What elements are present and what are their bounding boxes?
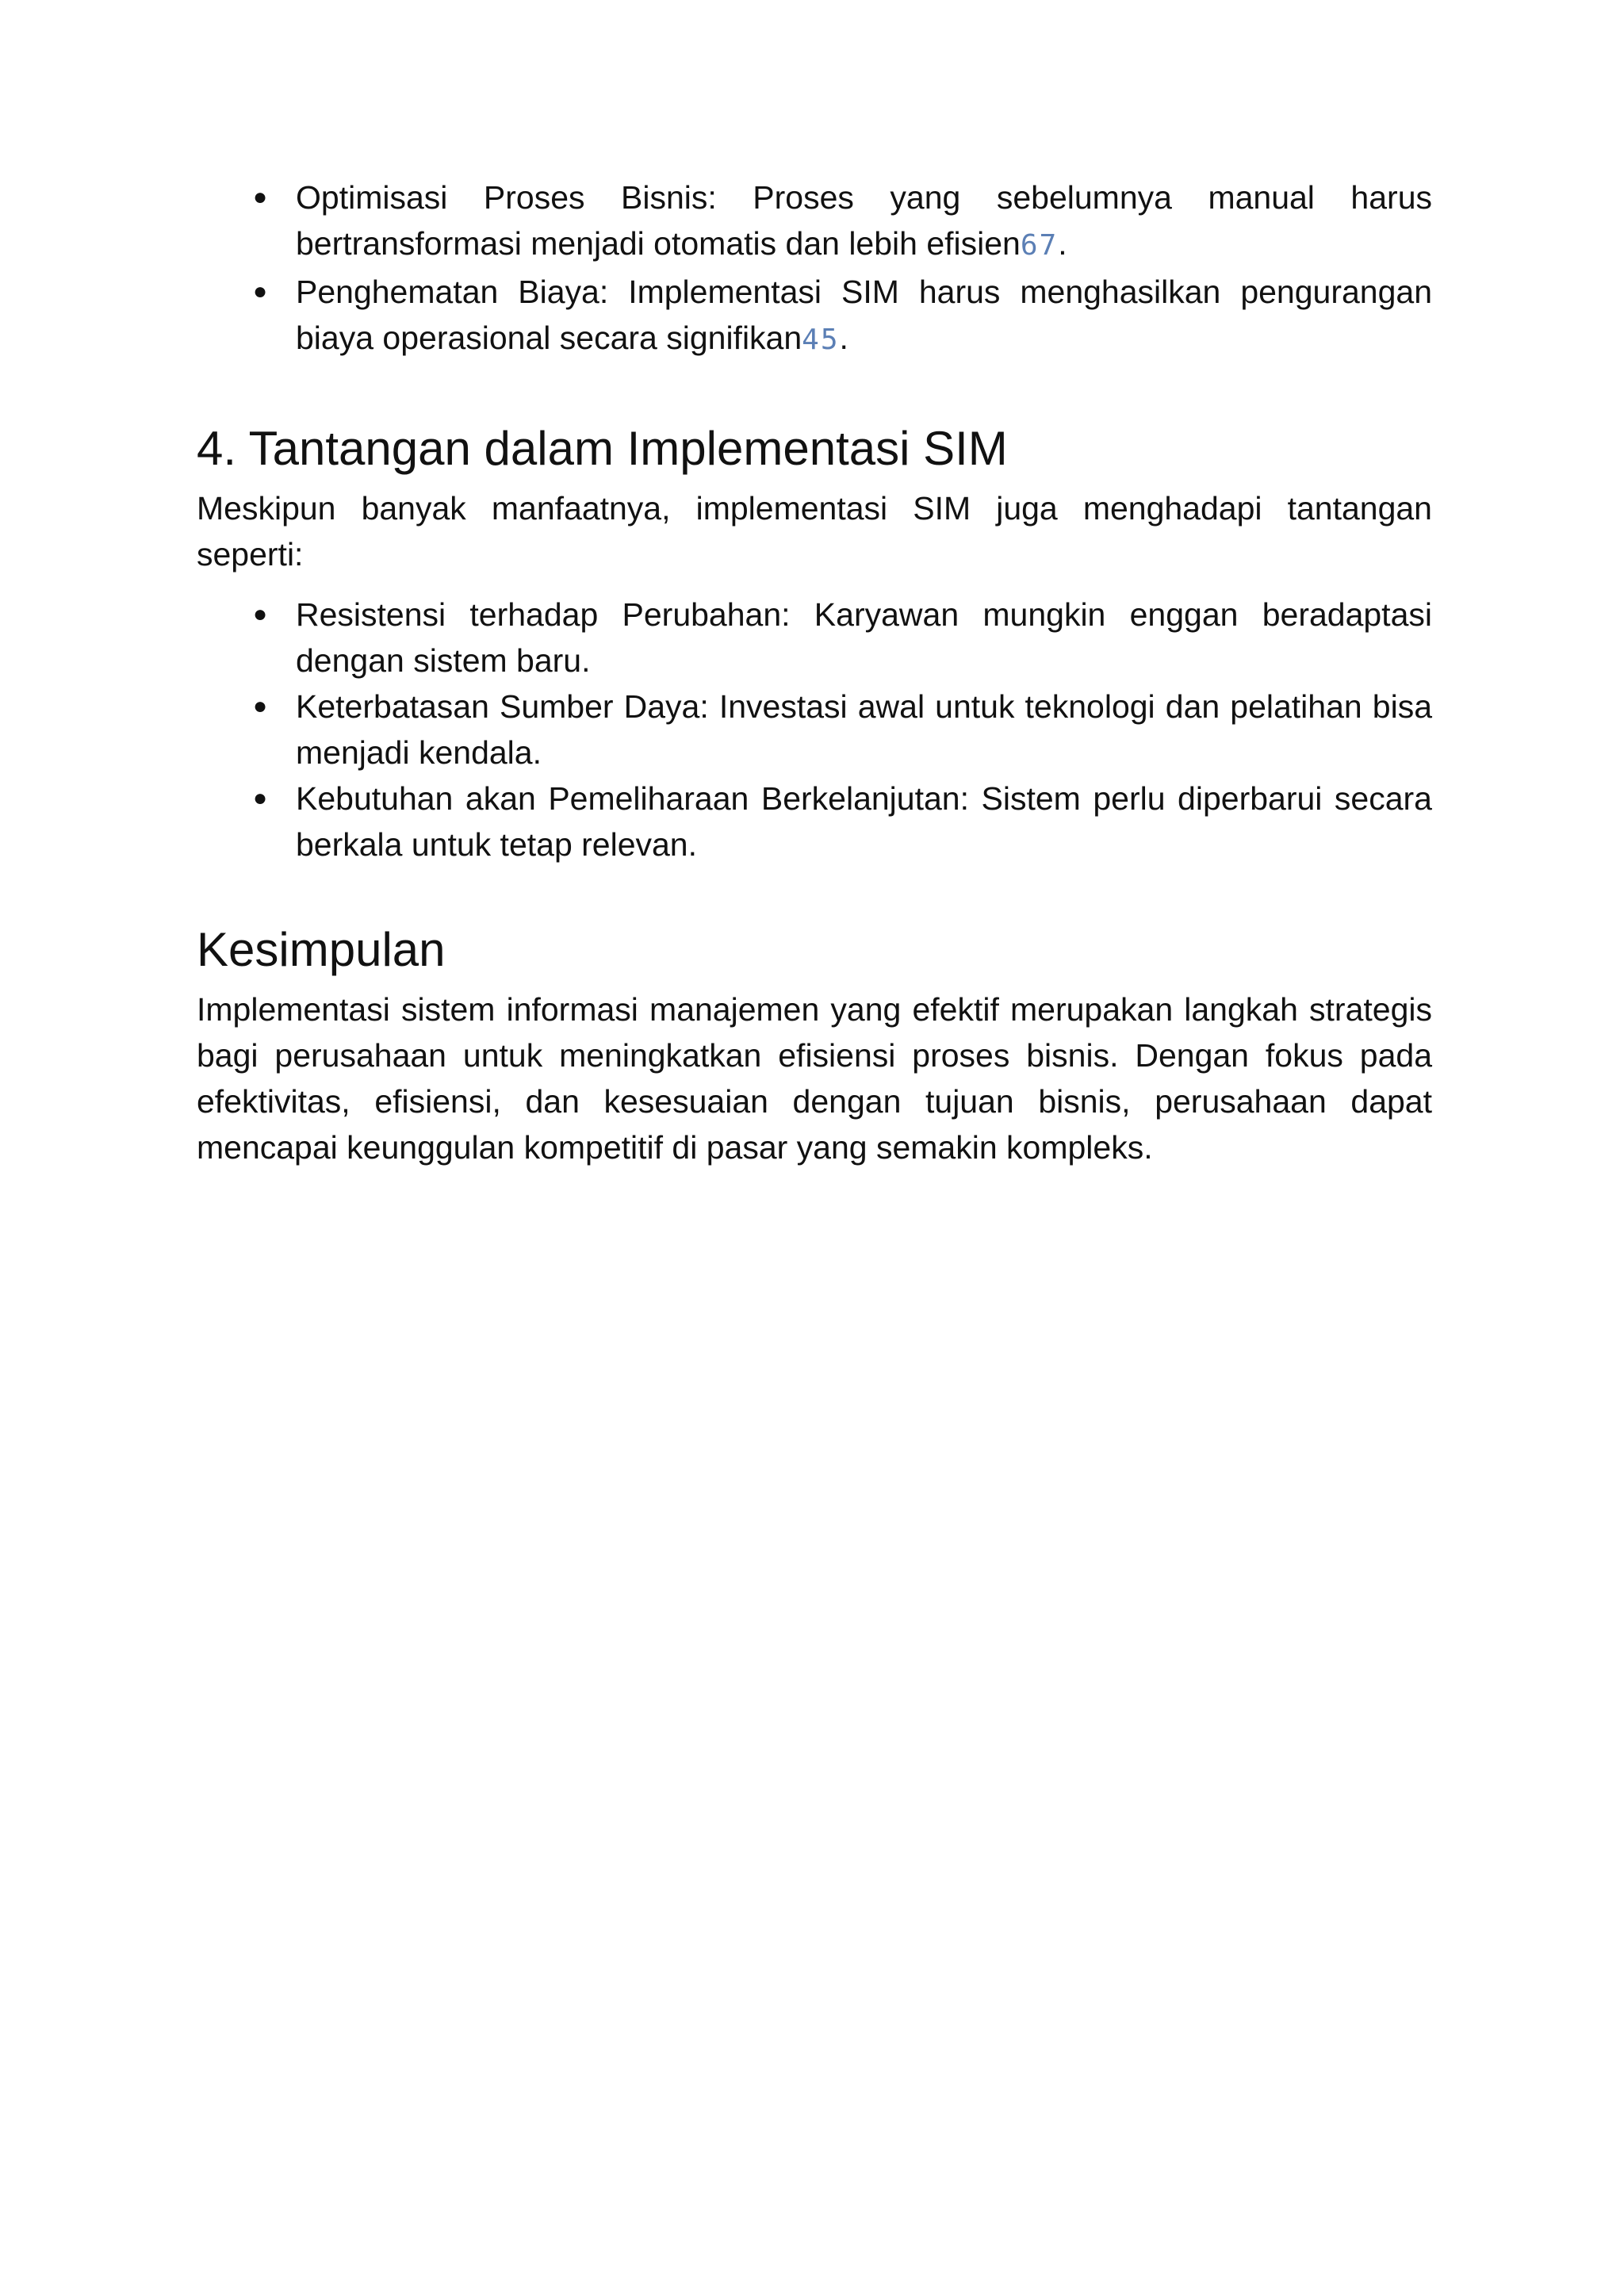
list-item-text: Keterbatasan Sumber Daya: Investasi awal untuk teknologi dan pelatihan bisa menjadi kendala. bbox=[296, 688, 1432, 771]
bullet-icon: ● bbox=[252, 278, 268, 304]
list-item-text: Resistensi terhadap Perubahan: Karyawan mungkin enggan beradaptasi dengan sistem baru. bbox=[296, 596, 1432, 679]
section-heading-conclusion: Kesimpulan bbox=[197, 923, 446, 976]
list-item-end: . bbox=[1058, 225, 1067, 262]
bullet-icon: ● bbox=[252, 601, 268, 627]
list-item-text: Kebutuhan akan Pemeliharaan Berkelanjutan: Sistem perlu diperbarui secara berkala untuk tetap relevan. bbox=[296, 780, 1432, 863]
bullet-icon: ● bbox=[252, 693, 268, 719]
list-item-end: . bbox=[839, 320, 848, 356]
list-item bbox=[197, 592, 1432, 684]
list-item bbox=[197, 684, 1432, 776]
list-item bbox=[197, 174, 1432, 269]
bullet-icon: ● bbox=[252, 184, 268, 210]
list-item bbox=[197, 776, 1432, 867]
list-item-text: Optimisasi Proses Bisnis: Proses yang sebelumnya manual harus bertransformasi menjadi otomatis dan lebih efisien bbox=[296, 179, 1432, 262]
benefits-list bbox=[197, 174, 1432, 363]
document-page bbox=[197, 174, 1432, 1170]
reference-link[interactable]: 45 bbox=[802, 324, 840, 356]
section-heading-challenges: 4. Tantangan dalam Implementasi SIM bbox=[197, 422, 1008, 475]
list-item-text: Penghematan Biaya: Implementasi SIM harus menghasilkan pengurangan biaya operasional secara signifikan bbox=[296, 274, 1432, 356]
reference-link[interactable]: 67 bbox=[1020, 229, 1059, 262]
bullet-icon: ● bbox=[252, 785, 268, 811]
challenges-list bbox=[197, 592, 1432, 867]
section-intro: Meskipun banyak manfaatnya, implementasi SIM juga menghadapi tantangan seperti: bbox=[197, 490, 1432, 573]
list-item bbox=[197, 269, 1432, 363]
conclusion-paragraph: Implementasi sistem informasi manajemen yang efektif merupakan langkah strategis bagi perusahaan untuk meningkatkan efisiensi proses bisnis. Dengan fokus pada efektivitas, efisiensi, dan kesesuaian dengan tujuan bisnis, perusahaan dapat mencapai keunggulan kompetitif di pasar yang semakin kompleks. bbox=[197, 991, 1432, 1166]
